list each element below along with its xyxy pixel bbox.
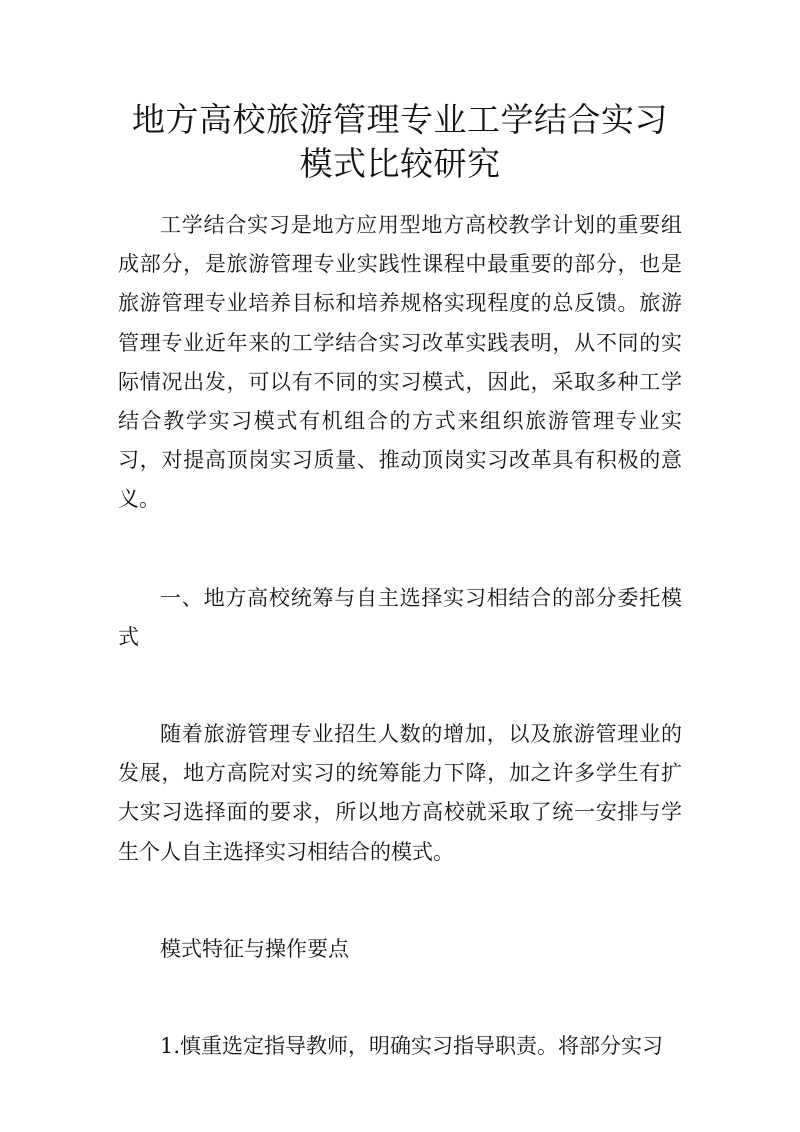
- document-title: 地方高校旅游管理专业工学结合实习模式比较研究: [132, 100, 668, 183]
- intro-paragraph: 工学结合实习是地方应用型地方高校教学计划的重要组成部分，是旅游管理专业实践性课程中最重要的部分，也是旅游管理专业培养目标和培养规格实现程度的总反馈。旅游管理专业近年来的工学结合实习改革实践表明，从不同的实际情况出发，可以有不同的实习模式，因此，采取多种工学结合教学实习模式有机组合的方式来组织旅游管理专业实习，对提高顶岗实习质量、推动顶岗实习改革具有积极的意义。: [118, 213, 682, 512]
- section-body-paragraph: 随着旅游管理专业招生人数的增加，以及旅游管理业的发展，地方高院对实习的统筹能力下降，加之许多学生有扩大实习选择面的要求，所以地方高校就采取了统一安排与学生个人自主选择实习相结合的模式。: [118, 722, 682, 864]
- subheading: 模式特征与操作要点: [160, 936, 349, 961]
- section-heading: 一、地方高校统筹与自主选择实习相结合的部分委托模式: [118, 585, 682, 649]
- numbered-item-1: 1.慎重选定指导教师，明确实习指导职责。将部分实习: [160, 1034, 664, 1059]
